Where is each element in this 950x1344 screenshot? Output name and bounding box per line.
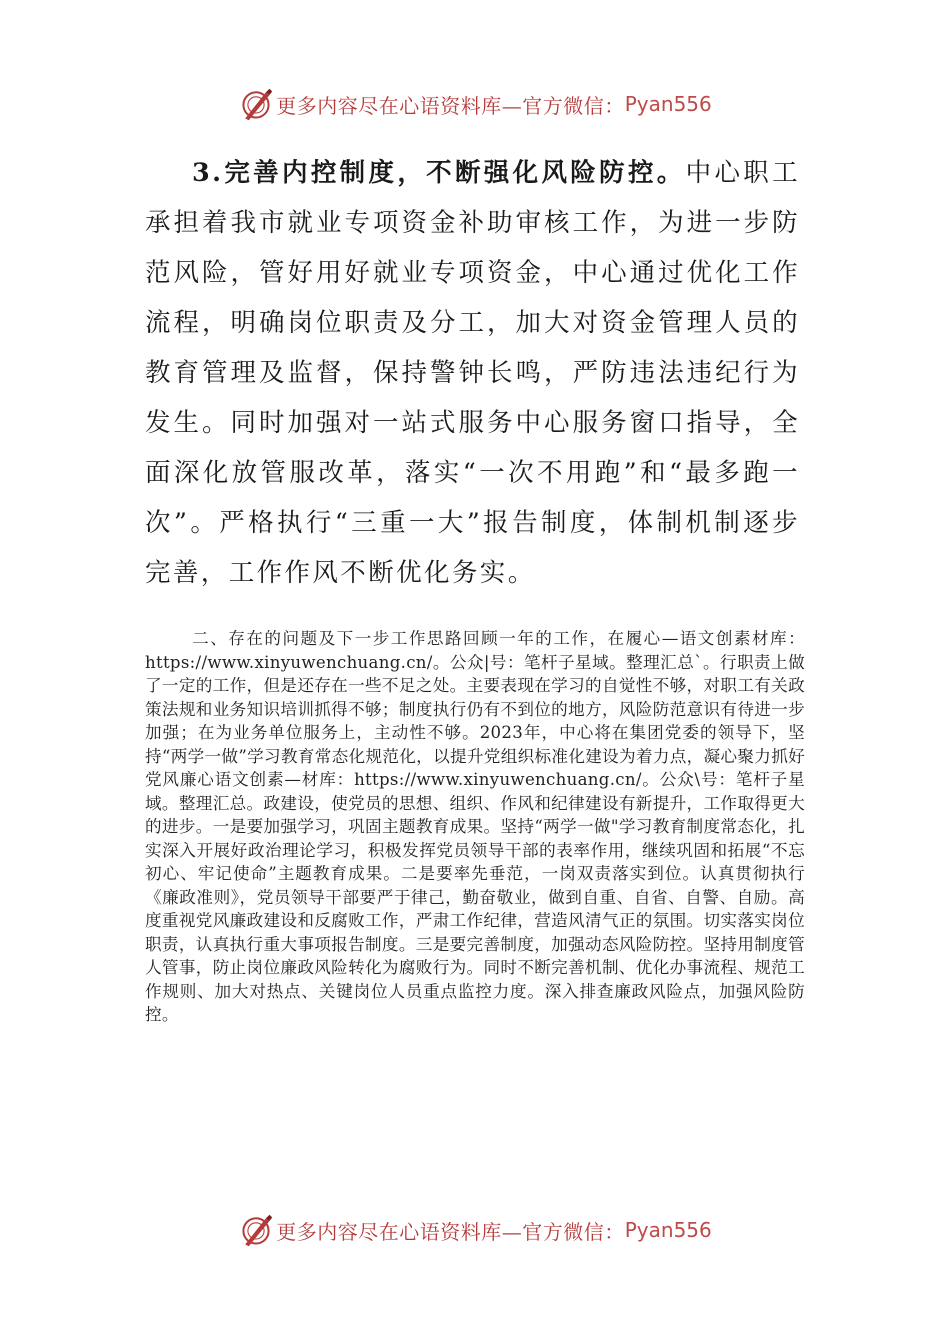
wechat-id: Pyan556 <box>624 92 712 116</box>
banner-text: 更多内容尽在心语资料库—官方微信： <box>276 93 625 118</box>
wechat-id: Pyan556 <box>624 1218 712 1242</box>
section-three-body: 中心职工承担着我市就业专项资金补助审核工作，为进一步防范风险，管好用好就业专项资金，中心通过优化工作流程，明确岗位职责及分工，加大对资金管理人员的教育管理及监督，保持警钟长鸣，严防违法违纪行为发生。同时加强对一站式服务中心服务窗口指导，全面深化放管服改革，落实“一次不用跑”和“最多跑一次”。严格执行“三重一大”报告制度，体制机制逐步完善，工作作风不断优化务实。 <box>145 158 800 588</box>
section-three-heading: 3.完善内控制度，不断强化风险防控。 <box>192 158 686 188</box>
section-two-text: 二、存在的问题及下一步工作思路回顾一年的工作，在履心—语文创素材库：https://www.xinyuwenchuang.cn/。公众|号：笔杆子星域。整理汇总`。行职责上做了一定的工作，但是还存在一些不足之处。主要表现在学习的自觉性不够，对职工有关政策法规和业务知识培训抓得不够；制度执行仍有不到位的地方，风险防范意识有待进一步加强；在为业务单位服务上，主动性不够。2023年，中心将在集团党委的领导下，坚持“两学一做”学习教育常态化规范化，以提升党组织标准化建设为着力点，凝心聚力抓好党风廉心语文创素—材库：https://www.xinyuwenchuang.cn/。公众\号：笔杆子星域。整理汇总。政建设，使党员的思想、组织、作风和纪律建设有新提升，工作取得更大的进步。一是要加强学习，巩固主题教育成果。坚持“两学一做"学习教育制度常态化，扎实深入开展好政治理论学习，积极发挥党员领导干部的表率作用，继续巩固和拓展“不忘初心、牢记使命”主题教育成果。二是要率先垂范，一岗双责落实到位。认真贯彻执行《廉政准则》，党员领导干部要严于律己，勤奋敬业，做到自重、自省、自警、自励。高度重视党风廉政建设和反腐败工作，严肃工作纪律，营造风清气正的氛围。切实落实岗位职责，认真执行重大事项报告制度。三是要完善制度，加强动态风险防控。坚持用制度管人管事，防止岗位廉政风险转化为腐败行为。同时不断完善机制、优化办事流程、规范工作规则、加大对热点、关键岗位人员重点监控力度。深入排查廉政风险点，加强风险防控。 <box>145 629 805 1024</box>
section-two <box>145 627 805 1027</box>
header-banner <box>0 84 950 124</box>
pen-logo-icon <box>238 86 274 122</box>
footer-banner <box>0 1210 950 1250</box>
section-three <box>145 148 800 598</box>
pen-logo-icon <box>238 1212 274 1248</box>
banner-text: 更多内容尽在心语资料库—官方微信： <box>276 1219 625 1244</box>
